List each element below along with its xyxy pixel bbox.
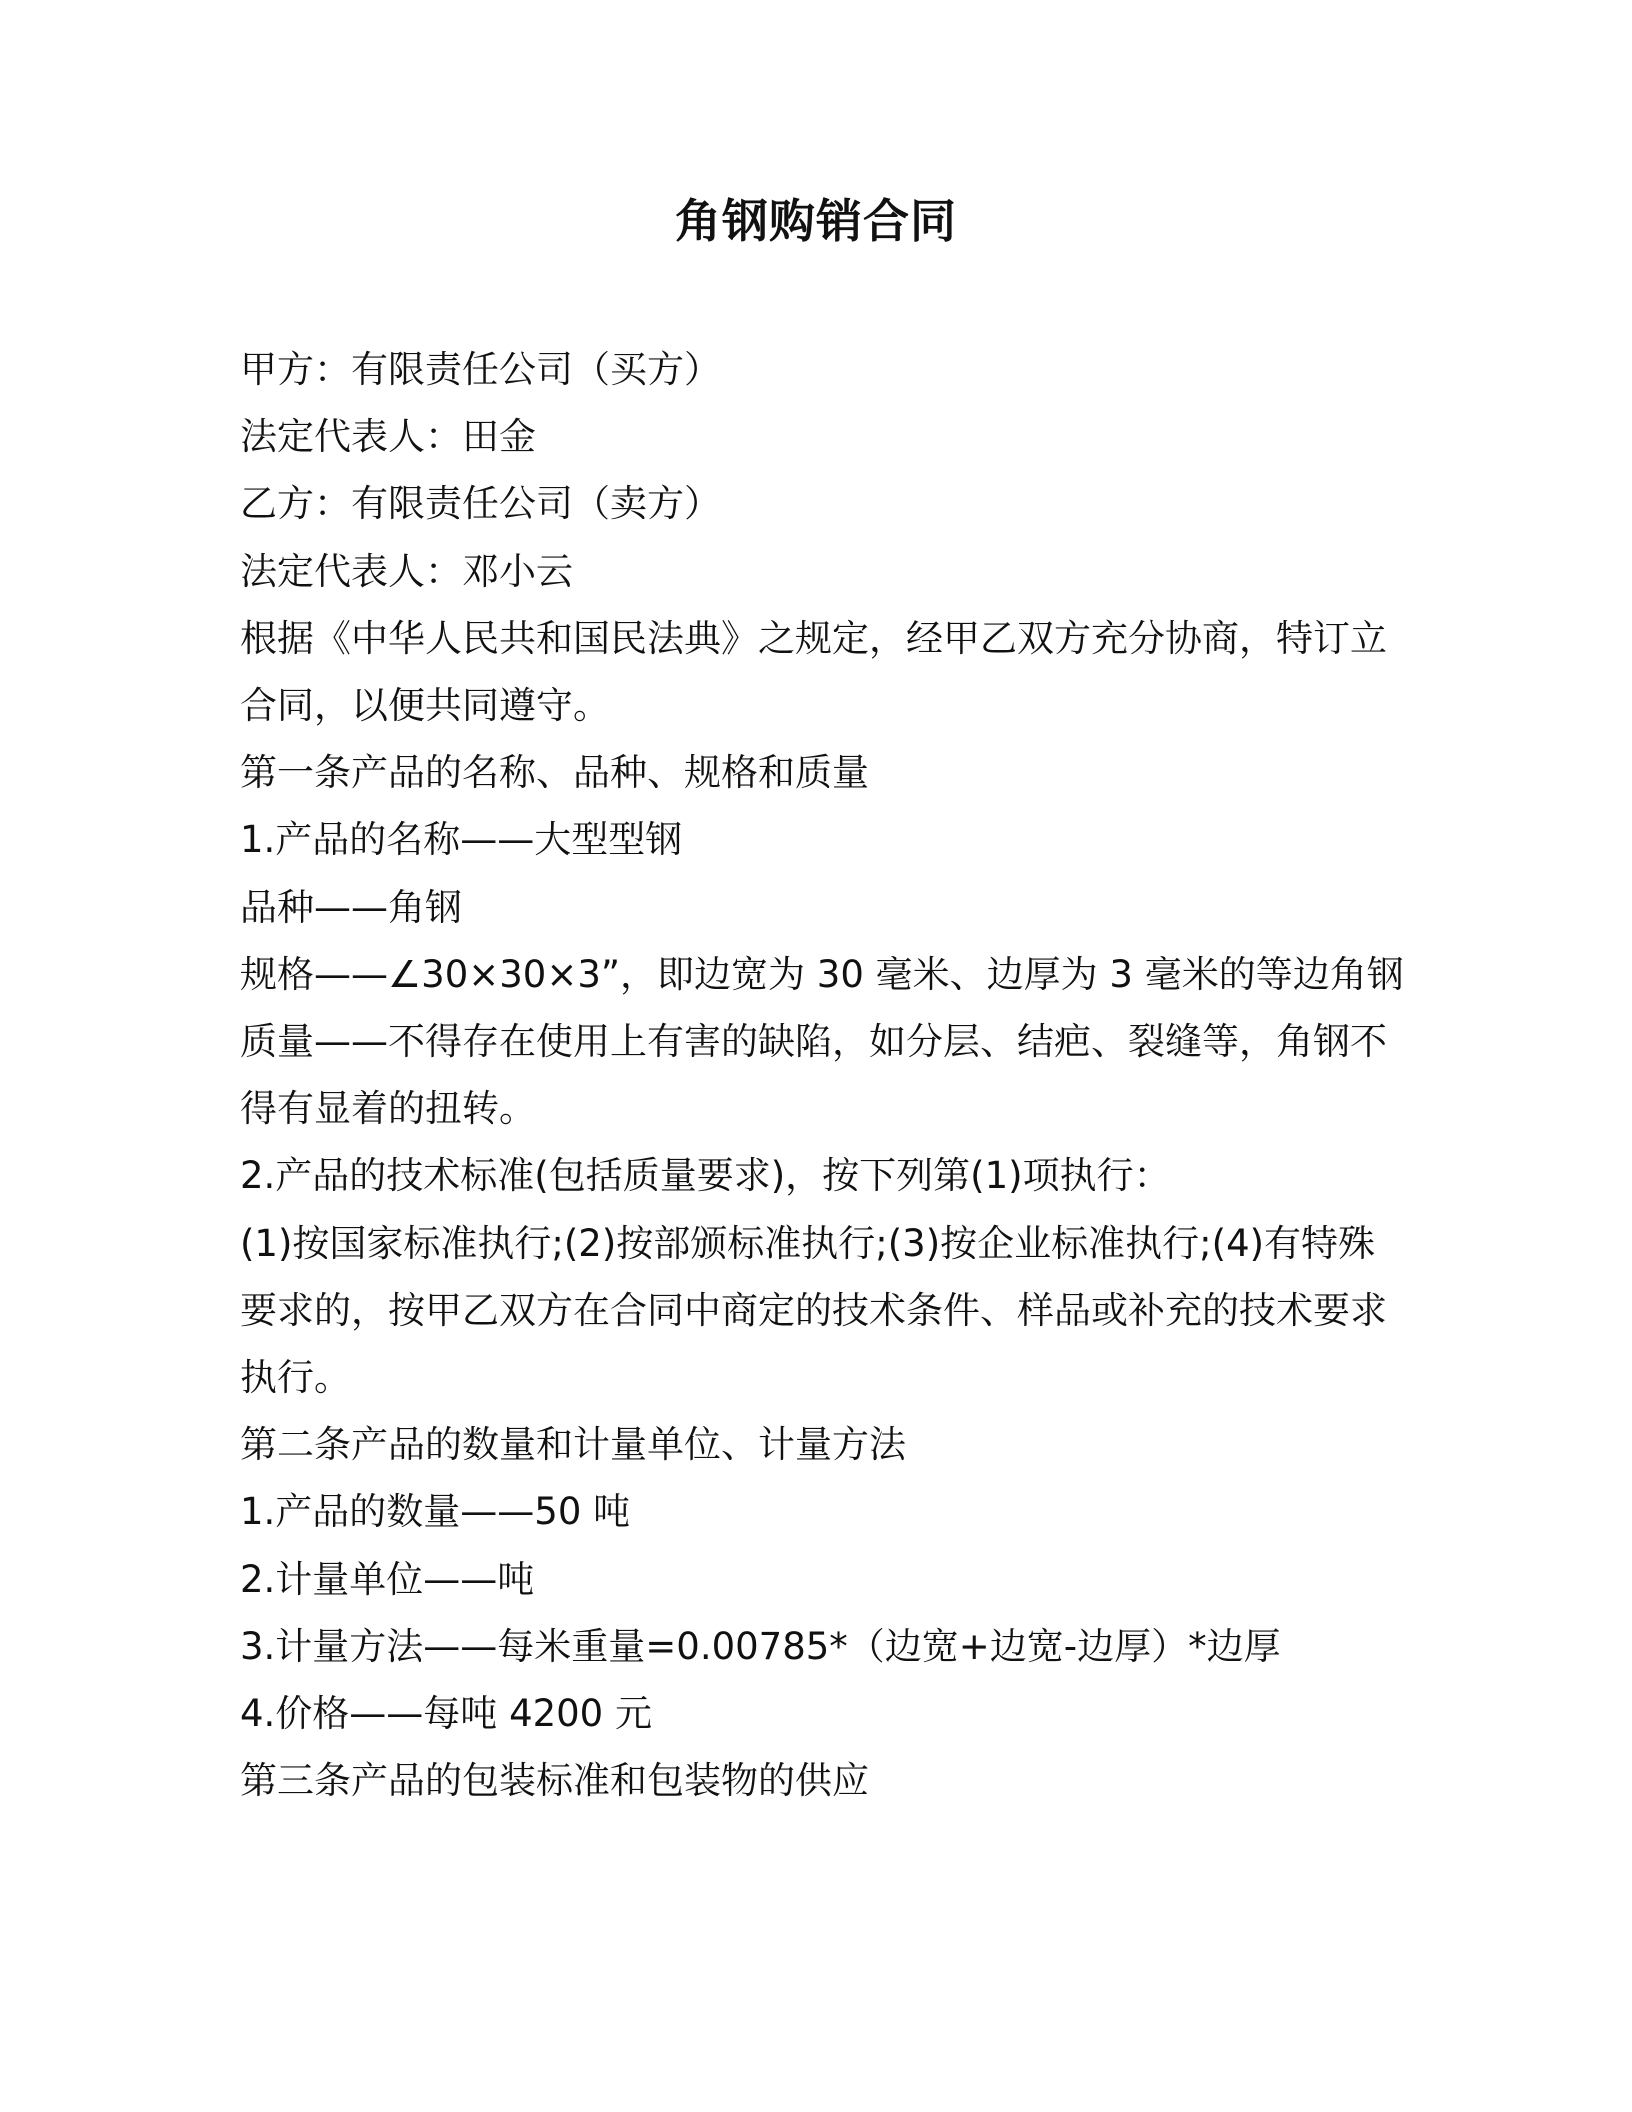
party-a-representative: 法定代表人：田金 bbox=[240, 415, 536, 459]
measure-method-line: 3.计量方法——每米重量=0.00785*（边宽+边宽-边厚）*边厚 bbox=[240, 1624, 1281, 1668]
article-1-heading: 第一条产品的名称、品种、规格和质量 bbox=[240, 751, 869, 795]
product-spec-line: 规格——∠30×30×3”，即边宽为 30 毫米、边厚为 3 毫米的等边角钢 bbox=[240, 952, 1404, 996]
product-name-line: 1.产品的名称——大型型钢 bbox=[240, 818, 683, 862]
technical-standard-line: 2.产品的技术标准(包括质量要求)，按下列第(1)项执行： bbox=[240, 1154, 1171, 1198]
quantity-line: 1.产品的数量——50 吨 bbox=[240, 1490, 631, 1534]
standard-options-paragraph: (1)按国家标准执行;(2)按部颁标准执行;(3)按企业标准执行;(4)有特殊要求的，按甲乙双方在合同中商定的技术条件、样品或补充的技术要求执行。 bbox=[240, 1221, 1387, 1400]
article-3-heading: 第三条产品的包装标准和包装物的供应 bbox=[240, 1759, 869, 1803]
price-line: 4.价格——每吨 4200 元 bbox=[240, 1692, 652, 1736]
party-b-representative: 法定代表人：邓小云 bbox=[240, 549, 573, 593]
party-b-line: 乙方：有限责任公司（卖方） bbox=[240, 482, 721, 526]
preamble-paragraph: 根据《中华人民共和国民法典》之规定，经甲乙双方充分协商，特订立合同，以便共同遵守。 bbox=[240, 616, 1387, 728]
party-a-line: 甲方：有限责任公司（买方） bbox=[240, 348, 721, 391]
unit-line: 2.计量单位——吨 bbox=[240, 1557, 535, 1601]
product-variety-line: 品种——角钢 bbox=[240, 885, 462, 929]
document-body bbox=[240, 336, 1405, 1814]
document-title: 角钢购销合同 bbox=[675, 194, 957, 248]
article-2-heading: 第二条产品的数量和计量单位、计量方法 bbox=[240, 1423, 906, 1467]
product-quality-line: 质量——不得存在使用上有害的缺陷，如分层、结疤、裂缝等，角钢不得有显着的扭转。 bbox=[240, 1020, 1387, 1131]
